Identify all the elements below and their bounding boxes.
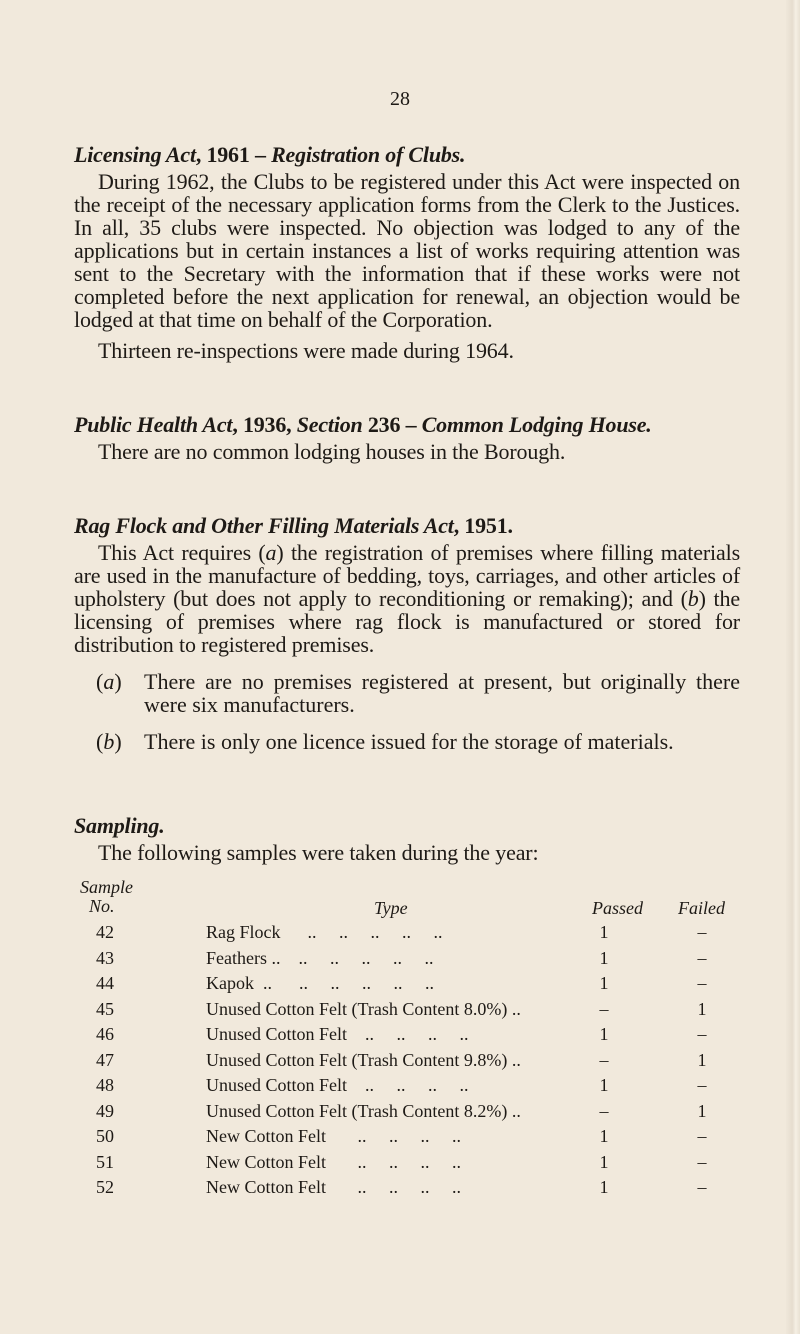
- header-type: Type: [374, 898, 408, 918]
- passed-count: 1: [599, 1151, 609, 1172]
- sample-number: 46: [96, 1024, 114, 1044]
- failed-count: –: [697, 1177, 707, 1197]
- passed-count: –: [599, 1100, 609, 1121]
- table-row: [74, 1048, 740, 1074]
- header-sample-no: Sample No.: [80, 877, 133, 916]
- sample-type: Kapok .. .. .. .. .. ..: [206, 973, 434, 993]
- sample-number: 52: [96, 1177, 114, 1197]
- table-row: [74, 1022, 740, 1048]
- passed-count: 1: [599, 1177, 609, 1197]
- header-failed: Failed: [678, 898, 725, 918]
- table-row: [74, 946, 740, 972]
- sample-number: 49: [96, 1100, 114, 1121]
- list-text: There are no premises registered at present, but originally there were six manufacturers.: [144, 669, 740, 717]
- list-label: (b): [96, 729, 122, 754]
- sample-number: 51: [96, 1151, 114, 1172]
- list-item-b: [96, 730, 740, 753]
- list-item-a: [96, 670, 740, 716]
- samples-table: [74, 878, 740, 1201]
- paragraph: During 1962, the Clubs to be registered under this Act were inspected on the receipt of the necessary application forms from the Clerk to the Justices. In all, 35 clubs were inspected. No objection was lodged to any of the applications but in certain instances a list of works requiring attention was sent to the Secretary with the information that if these works were not completed before the next application for renewal, an objection would be lodged at that time on behalf of the Corporation.: [74, 169, 740, 332]
- section-licensing-act: [74, 140, 740, 362]
- sample-number: 50: [96, 1126, 114, 1146]
- failed-count: 1: [697, 998, 707, 1019]
- passed-count: 1: [599, 947, 609, 968]
- table-row: [74, 1175, 740, 1201]
- sample-type: Feathers .. .. .. .. .. ..: [206, 947, 434, 968]
- sample-type: New Cotton Felt .. .. .. ..: [206, 1126, 461, 1146]
- section-public-health-act: [74, 410, 740, 463]
- sample-type: Unused Cotton Felt .. .. .. ..: [206, 1024, 469, 1044]
- sample-type: Unused Cotton Felt (Trash Content 8.2%) ..: [206, 1100, 521, 1121]
- table-header: [74, 878, 740, 920]
- failed-count: 1: [697, 1049, 707, 1070]
- failed-count: –: [697, 1075, 707, 1095]
- failed-count: –: [697, 1024, 707, 1044]
- list-text: There is only one licence issued for the storage of materials.: [144, 729, 674, 754]
- failed-count: 1: [697, 1100, 707, 1121]
- document-body: [74, 140, 740, 1201]
- passed-count: 1: [599, 1075, 609, 1095]
- failed-count: –: [697, 973, 707, 993]
- paragraph: This Act requires (a) the registration of premises where filling materials are used in the manufacture of bedding, toys, carriages, and other articles of upholstery (but does not apply to reconditioning or remaking); and (b) the licensing of premises where rag flock is manufactured or stored for distribution to registered premises.: [74, 540, 740, 657]
- sample-number: 48: [96, 1075, 114, 1095]
- table-row: [74, 1124, 740, 1150]
- page-binding-edge: [786, 0, 800, 1334]
- paragraph: There are no common lodging houses in the Borough.: [98, 439, 566, 464]
- section-heading: Licensing Act, 1961 – Registration of Clubs.: [74, 142, 466, 167]
- sample-number: 47: [96, 1049, 114, 1070]
- passed-count: 1: [599, 922, 609, 942]
- section-sampling: [74, 811, 740, 1201]
- sample-type: New Cotton Felt .. .. .. ..: [206, 1151, 461, 1172]
- table-row: [74, 920, 740, 946]
- passed-count: 1: [599, 973, 609, 993]
- failed-count: –: [697, 1126, 707, 1146]
- section-heading: Rag Flock and Other Filling Materials Act, 1951.: [74, 513, 513, 538]
- sample-number: 45: [96, 998, 114, 1019]
- table-row: [74, 1073, 740, 1099]
- sample-type: Unused Cotton Felt .. .. .. ..: [206, 1075, 469, 1095]
- sample-type: Unused Cotton Felt (Trash Content 8.0%) ..: [206, 998, 521, 1019]
- table-row: [74, 1150, 740, 1176]
- failed-count: –: [697, 947, 707, 968]
- sample-number: 43: [96, 947, 114, 968]
- failed-count: –: [697, 922, 707, 942]
- table-row: [74, 971, 740, 997]
- sample-type: New Cotton Felt .. .. .. ..: [206, 1177, 461, 1197]
- sample-number: 42: [96, 922, 114, 942]
- list-label: (a): [96, 669, 122, 694]
- section-heading: Public Health Act, 1936, Section 236 – Common Lodging House.: [74, 412, 652, 437]
- sample-type: Unused Cotton Felt (Trash Content 9.8%) ..: [206, 1049, 521, 1070]
- section-rag-flock-act: [74, 511, 740, 753]
- paragraph: The following samples were taken during the year:: [98, 840, 539, 865]
- passed-count: –: [599, 1049, 609, 1070]
- failed-count: –: [697, 1151, 707, 1172]
- section-heading: Sampling.: [74, 813, 165, 838]
- passed-count: 1: [599, 1024, 609, 1044]
- table-row: [74, 997, 740, 1023]
- table-row: [74, 1099, 740, 1125]
- sample-number: 44: [96, 973, 114, 993]
- passed-count: –: [599, 998, 609, 1019]
- passed-count: 1: [599, 1126, 609, 1146]
- page-number: 28: [390, 88, 410, 110]
- header-passed: Passed: [592, 898, 643, 918]
- paragraph: Thirteen re-inspections were made during 1964.: [98, 338, 514, 363]
- sample-type: Rag Flock .. .. .. .. ..: [206, 922, 443, 942]
